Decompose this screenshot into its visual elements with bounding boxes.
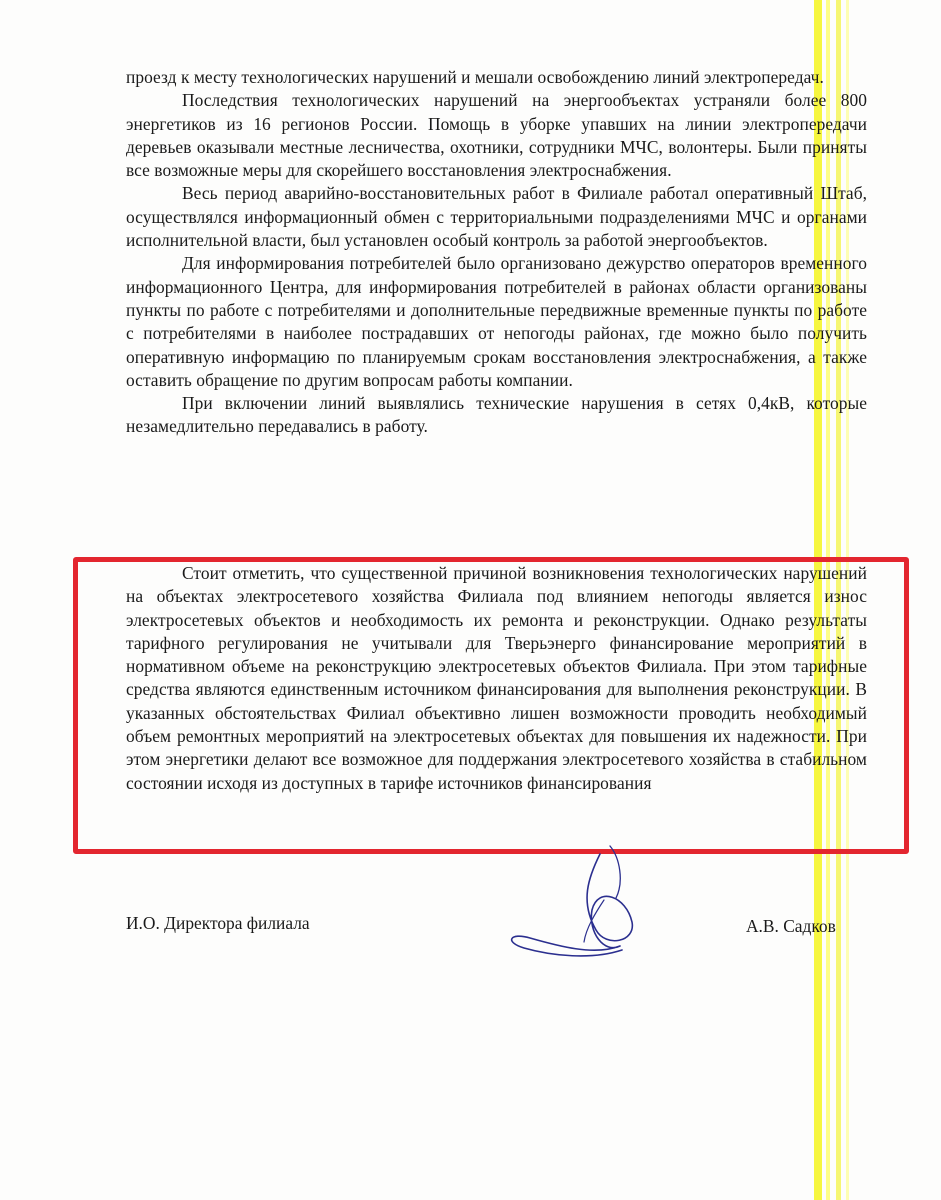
paragraph-headquarters: Весь период аварийно-восстановительных работ в Филиале работал оперативный Штаб, осуществлялся информационный обмен с территориальными подразделениями МЧС и органами исполнительной власти, был установлен особый контроль за работой энергообъектов. <box>126 183 867 251</box>
highlighted-section <box>126 562 867 795</box>
paragraph-continuation: проезд к месту технологических нарушений и мешали освобождению линий электропередач. <box>126 67 824 87</box>
paragraph-highlighted: Стоит отметить, что существенной причиной возникновения технологических нарушений на объектах электросетевого хозяйства Филиала под влиянием непогоды является износ электросетевых объектов и необходимость их ремонта и реконструкции. Однако результаты тарифного регулирования не учитывали для Тверьэнерго финансирование мероприятий в нормативном объеме на реконструкцию электросетевых объектов Филиала. При этом тарифные средства являются единственным источником финансирования для выполнения реконструкции. В указанных обстоятельствах Филиал объективно лишен возможности проводить необходимый объем ремонтных мероприятий на электросетевых объектах для повышения их надежности. При этом энергетики делают все возможное для поддержания электросетевого хозяйства в стабильном состоянии исходя из доступных в тарифе источников финансирования <box>126 563 867 793</box>
signatory-name: А.В. Садков <box>746 916 836 936</box>
document-body <box>126 66 867 439</box>
handwritten-signature <box>500 838 650 970</box>
paragraph-line-switching: При включении линий выявлялись технические нарушения в сетях 0,4кВ, которые незамедлительно передавались в работу. <box>126 393 867 437</box>
paragraph-consumer-info: Для информирования потребителей было организовано дежурство операторов временного информационного Центра, для информирования потребителей в районах области организованы пункты по работе с потребителями и дополнительные передвижные временные пункты по работе с потребителями в наиболее пострадавших от непогоды районах, где можно было получить оперативную информацию по планируемым срокам восстановления электроснабжения, а также оставить обращение по другим вопросам работы компании. <box>126 253 867 390</box>
signatory-position: И.О. Директора филиала <box>126 913 310 933</box>
paragraph-consequences: Последствия технологических нарушений на энергообъектах устраняли более 800 энергетиков из 16 регионов России. Помощь в уборке упавших на линии электропередачи деревьев оказывали местные лесничества, охотники, сотрудники МЧС, волонтеры. Были приняты все возможные меры для скорейшего восстановления электроснабжения. <box>126 90 867 181</box>
